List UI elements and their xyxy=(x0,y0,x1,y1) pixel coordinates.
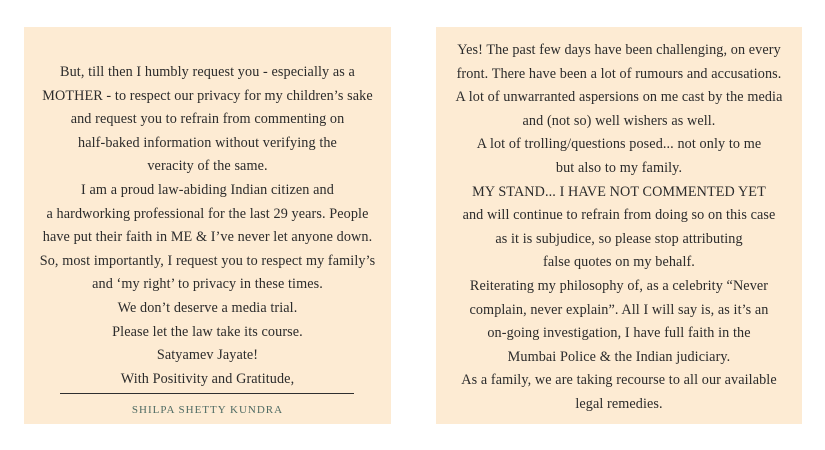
statement-line: legal remedies. xyxy=(575,395,663,412)
signature-name: SHILPA SHETTY KUNDRA xyxy=(131,404,284,416)
statement-line: false quotes on my behalf. xyxy=(543,254,695,271)
statement-line: a hardworking professional for the last 29 years. People xyxy=(46,205,369,222)
statement-line: With Positivity and Gratitude, xyxy=(120,370,295,387)
statement-line: But, till then I humbly request you - especially as a xyxy=(60,64,355,80)
statement-line: A lot of trolling/questions posed... not only to me xyxy=(476,136,762,153)
statement-line: Satyamev Jayate! xyxy=(156,347,259,364)
statement-line: A lot of unwarranted aspersions on me cast by the media xyxy=(455,89,783,106)
statement-line: as it is subjudice, so please stop attributing xyxy=(495,230,743,247)
statement-line: veracity of the same. xyxy=(147,158,268,175)
statement-line: and (not so) well wishers as well. xyxy=(522,112,716,129)
statement-text-right xyxy=(436,27,802,417)
statement-line: MY STAND... I HAVE NOT COMMENTED YET xyxy=(472,183,766,200)
statement-line: half-baked information without verifying the xyxy=(78,134,337,151)
statement-line: MOTHER - to respect our privacy for my children’s sake xyxy=(42,87,373,104)
statement-line: complain, never explain”. All I will say is, as it’s an xyxy=(469,301,769,318)
statement-line: So, most importantly, I request you to respect my family’s xyxy=(39,252,376,269)
statement-line: We don’t deserve a media trial. xyxy=(117,299,298,316)
statement-line: but also to my family. xyxy=(555,159,683,176)
statement-line: have put their faith in ME & I’ve never let anyone down. xyxy=(42,229,373,246)
statement-text-left xyxy=(24,27,391,391)
statement-card-right xyxy=(436,27,802,424)
statement-line: and request you to refrain from commenting on xyxy=(70,111,345,128)
statement-line: I am a proud law-abiding Indian citizen and xyxy=(81,181,334,198)
statement-line: As a family, we are taking recourse to all our available xyxy=(461,372,777,389)
signature-divider xyxy=(60,393,354,394)
statement-line: and ‘my right’ to privacy in these times. xyxy=(92,276,323,293)
statement-line: front. There have been a lot of rumours and accusations. xyxy=(456,65,782,82)
statement-line: Please let the law take its course. xyxy=(112,323,303,340)
statement-line: Mumbai Police & the Indian judiciary. xyxy=(507,348,731,365)
statement-card-left xyxy=(24,27,391,424)
statement-line: Yes! The past few days have been challenging, on every xyxy=(457,42,781,58)
statement-line: on-going investigation, I have full faith in the xyxy=(487,325,751,342)
statement-line: and will continue to refrain from doing so on this case xyxy=(462,207,776,224)
statement-line: Reiterating my philosophy of, as a celebrity “Never xyxy=(469,277,769,294)
